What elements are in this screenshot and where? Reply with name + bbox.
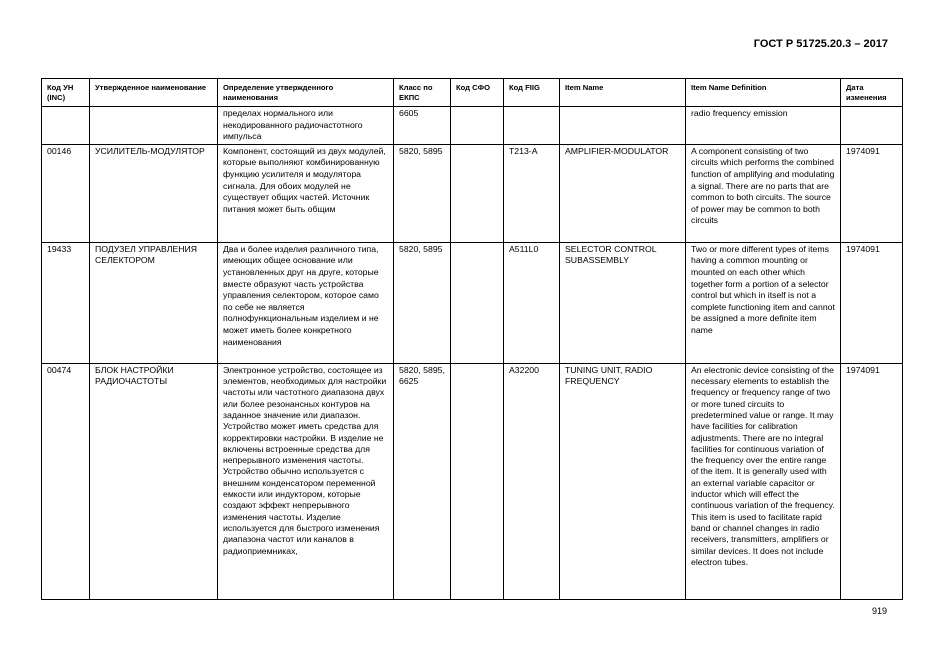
header-date: Дата изменения — [841, 79, 903, 107]
header-item-name: Item Name — [560, 79, 686, 107]
cell-name-ru: БЛОК НАСТРОЙКИ РАДИОЧАСТОТЫ — [90, 363, 218, 599]
cell-class: 5820, 5895, 6625 — [394, 363, 451, 599]
cell-date: 1974091 — [841, 242, 903, 363]
cell-sfo — [451, 242, 504, 363]
header-inc: Код УН (INC) — [42, 79, 90, 107]
cell-definition-ru: Два и более изделия различного типа, имеющих общее основание или установленных друг на друге, которые вместе образуют часть устройства управления селектором, которое само по себе не является полнофункциональным изделием и не может иметь более конкретного наименования — [218, 242, 394, 363]
cell-item-name — [560, 107, 686, 145]
cell-definition-ru: Электронное устройство, состоящее из элементов, необходимых для настройки частоты или частотного диапазона двух или более резонансных контуров на заданное значение или диапазон. Устройство может иметь средства для корректировки настройки. В изделие не включены встроенные средства для непрерывного изменения частоты. Устройство обычно используется с внешним конденсатором переменной емкости или индуктором, которые создают эффект непрерывного изменения частоты. Изделие используется для быстрого изменения диапазона частот или каналов в радиоприемниках, — [218, 363, 394, 599]
cell-date: 1974091 — [841, 144, 903, 242]
cell-item-definition: Two or more different types of items having a common mounting or mounted on each other which together form a portion of a selector control but which in itself is not a complete functioning item and cannot be assigned a more definite item name — [686, 242, 841, 363]
table-row — [42, 144, 903, 242]
cell-class: 6605 — [394, 107, 451, 145]
header-item-definition: Item Name Definition — [686, 79, 841, 107]
header-fiig: Код FIIG — [504, 79, 560, 107]
cell-item-definition: An electronic device consisting of the necessary elements to establish the frequency or frequency range of two or more tuned circuits to predetermined value or range. It may have facilities for calibration adjustments. There are no integral facilities for continuous variation of the frequency over the entire range of the item. It is generally used with an external variable capacitor or inductor which will effect the continuous variation of the frequency. This item is used to facilitate rapid band or channel changes in radio receivers, transmitters, amplifiers or similar devices. It does not include electron tubes. — [686, 363, 841, 599]
cell-name-ru — [90, 107, 218, 145]
cell-class: 5820, 5895 — [394, 242, 451, 363]
cell-sfo — [451, 144, 504, 242]
table-row — [42, 242, 903, 363]
cell-inc — [42, 107, 90, 145]
cell-fiig: A511L0 — [504, 242, 560, 363]
cell-fiig: T213-A — [504, 144, 560, 242]
cell-sfo — [451, 363, 504, 599]
cell-name-ru: УСИЛИТЕЛЬ-МОДУЛЯТОР — [90, 144, 218, 242]
table-row — [42, 363, 903, 599]
cell-inc: 00474 — [42, 363, 90, 599]
gost-table — [41, 78, 903, 600]
header-class: Класс по ЕКПС — [394, 79, 451, 107]
cell-date: 1974091 — [841, 363, 903, 599]
header-sfo: Код СФО — [451, 79, 504, 107]
page-number: 919 — [871, 606, 887, 616]
cell-fiig: A32200 — [504, 363, 560, 599]
table-row — [42, 107, 903, 145]
document-header: ГОСТ Р 51725.20.3 – 2017 — [753, 38, 888, 50]
cell-item-name: SELECTOR CONTROL SUBASSEMBLY — [560, 242, 686, 363]
cell-item-name: TUNING UNIT, RADIO FREQUENCY — [560, 363, 686, 599]
header-name-ru: Утвержденное наименование — [90, 79, 218, 107]
cell-item-name: AMPLIFIER-MODULATOR — [560, 144, 686, 242]
cell-inc: 00146 — [42, 144, 90, 242]
cell-item-definition: A component consisting of two circuits which performs the combined function of amplifying and modulating a signal. There are no parts that are common to both circuits. The source of power may be common to both circuits — [686, 144, 841, 242]
cell-sfo — [451, 107, 504, 145]
cell-definition-ru: пределах нормального или некодированного радиочастотного импульса — [218, 107, 394, 145]
cell-class: 5820, 5895 — [394, 144, 451, 242]
header-definition-ru: Определение утвержденного наименования — [218, 79, 394, 107]
cell-name-ru: ПОДУЗЕЛ УПРАВЛЕНИЯ СЕЛЕКТОРОМ — [90, 242, 218, 363]
cell-definition-ru: Компонент, состоящий из двух модулей, которые выполняют комбинированную функцию усилителя и модулятора сигнала. Для обоих модулей не существует общих частей. Источник питания может быть общим — [218, 144, 394, 242]
cell-inc: 19433 — [42, 242, 90, 363]
cell-date — [841, 107, 903, 145]
cell-fiig — [504, 107, 560, 145]
cell-item-definition: radio frequency emission — [686, 107, 841, 145]
table-header-row — [42, 79, 903, 107]
